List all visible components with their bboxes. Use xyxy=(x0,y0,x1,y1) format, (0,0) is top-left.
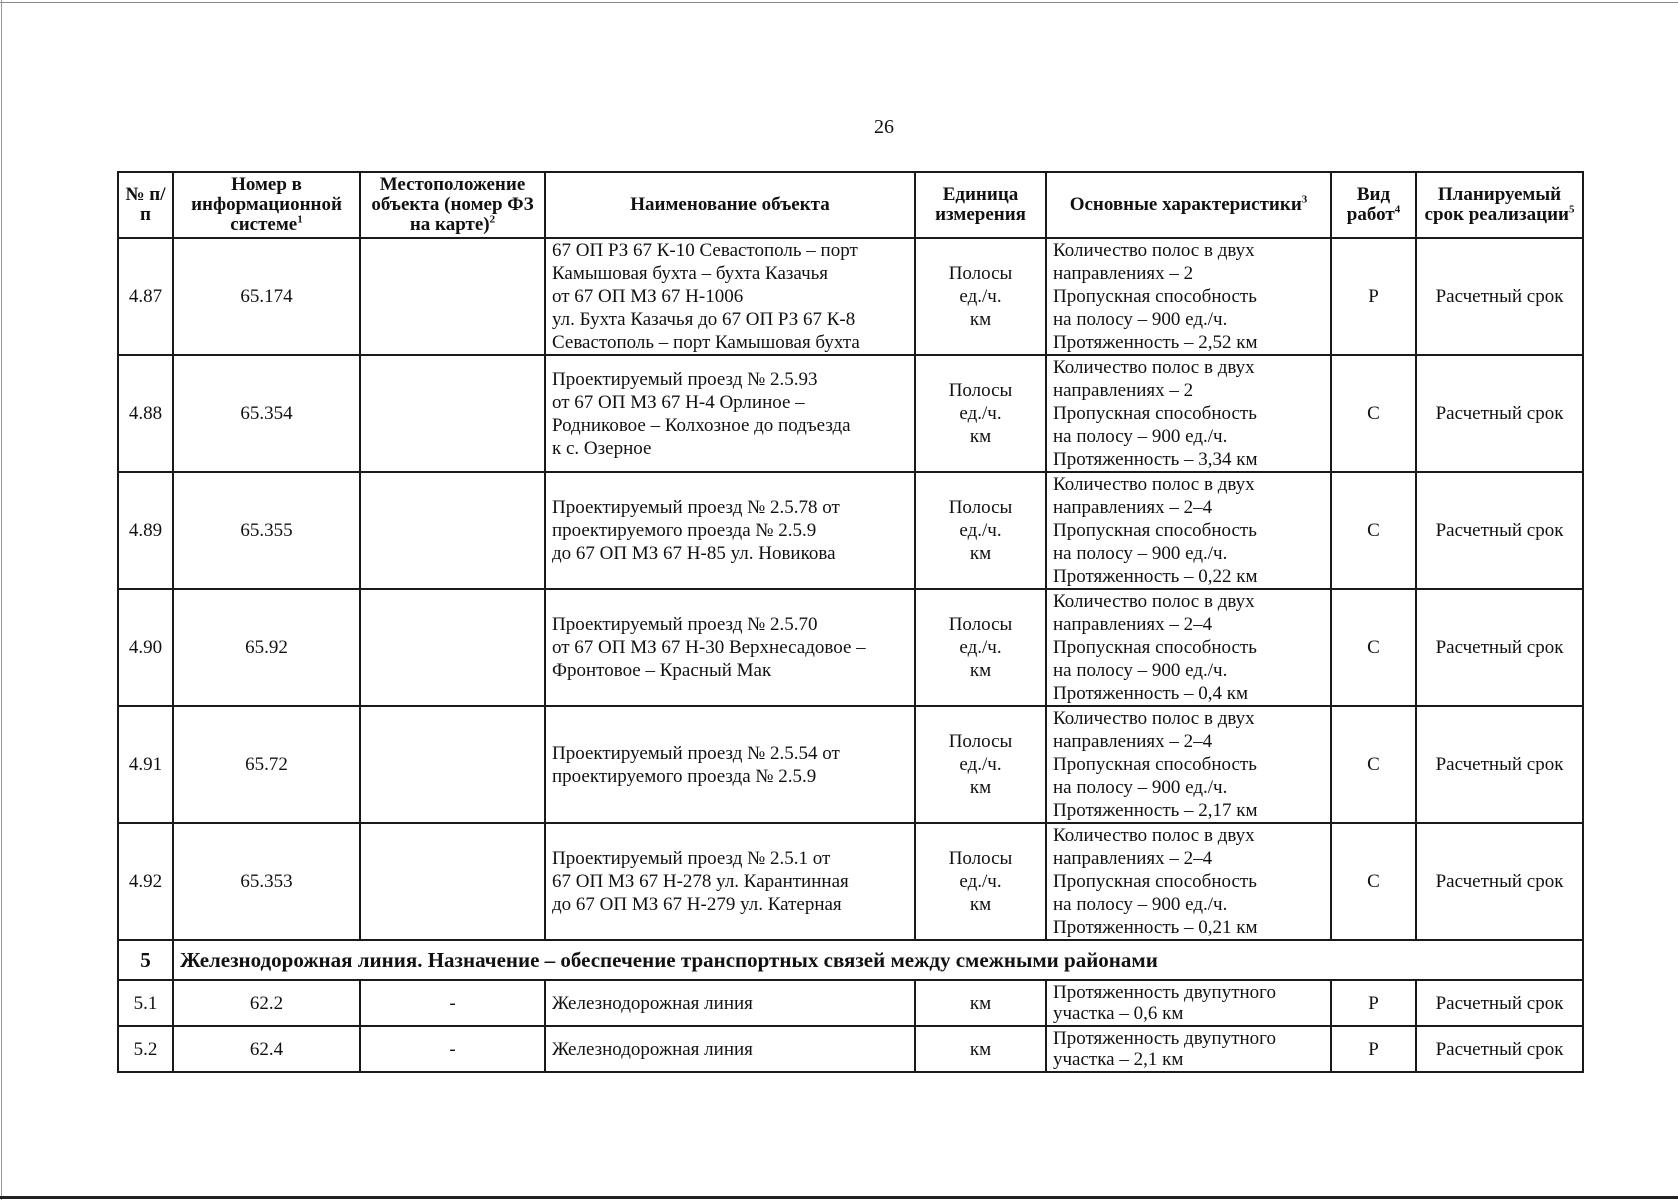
cell-location xyxy=(360,238,545,355)
cell-system-number: 65.72 xyxy=(173,706,360,823)
table-row xyxy=(118,1026,1583,1072)
cell-location: - xyxy=(360,1026,545,1072)
cell-num: 4.92 xyxy=(118,823,173,940)
cell-object-name: Проектируемый проезд № 2.5.78 от проектируемого проезда № 2.5.9 до 67 ОП МЗ 67 Н-85 ул. Новикова xyxy=(545,472,915,589)
cell-work-type: С xyxy=(1331,355,1416,472)
cell-characteristics: Протяженность двупутного участка – 2,1 км xyxy=(1046,1026,1331,1072)
header-location: Местоположение объекта (номер ФЗ на карте)$^2$ xyxy=(360,172,545,238)
cell-work-type: С xyxy=(1331,589,1416,706)
header-num: № п/п xyxy=(118,172,173,238)
header-unit: Единица измерения xyxy=(915,172,1046,238)
cell-num: 4.89 xyxy=(118,472,173,589)
cell-characteristics: Количество полос в двух направлениях – 2–4 Пропускная способность на полосу – 900 ед./ч. Протяженность – 2,17 км xyxy=(1046,706,1331,823)
cell-characteristics: Количество полос в двух направлениях – 2–4 Пропускная способность на полосу – 900 ед./ч. Протяженность – 0,21 км xyxy=(1046,823,1331,940)
table-row xyxy=(118,706,1583,823)
cell-object-name: Проектируемый проезд № 2.5.70 от 67 ОП МЗ 67 Н-30 Верхнесадовое – Фронтовое – Красный Мак xyxy=(545,589,915,706)
cell-characteristics: Количество полос в двух направлениях – 2–4 Пропускная способность на полосу – 900 ед./ч. Протяженность – 0,4 км xyxy=(1046,589,1331,706)
cell-num: 4.87 xyxy=(118,238,173,355)
cell-system-number: 62.2 xyxy=(173,980,360,1026)
cell-term: Расчетный срок xyxy=(1416,823,1583,940)
cell-unit: км xyxy=(915,980,1046,1026)
cell-characteristics: Протяженность двупутного участка – 0,6 км xyxy=(1046,980,1331,1026)
page-number: 26 xyxy=(874,116,894,138)
header-characteristics: Основные характеристики$^3$ xyxy=(1046,172,1331,238)
section-num: 5 xyxy=(118,940,173,980)
cell-term: Расчетный срок xyxy=(1416,1026,1583,1072)
scan-edge-bottom xyxy=(0,1196,1678,1199)
cell-object-name: Железнодорожная линия xyxy=(545,980,915,1026)
cell-term: Расчетный срок xyxy=(1416,706,1583,823)
table-row xyxy=(118,980,1583,1026)
table-header-row xyxy=(118,172,1583,238)
cell-system-number: 65.354 xyxy=(173,355,360,472)
header-object-name: Наименование объекта xyxy=(545,172,915,238)
table-row xyxy=(118,823,1583,940)
cell-unit: Полосы ед./ч. км xyxy=(915,823,1046,940)
cell-location xyxy=(360,355,545,472)
scan-edge-top xyxy=(0,2,1678,3)
cell-object-name: 67 ОП РЗ 67 К-10 Севастополь – порт Камышовая бухта – бухта Казачья от 67 ОП МЗ 67 Н-1006 ул. Бухта Казачья до 67 ОП РЗ 67 К-8 Севастополь – порт Камышовая бухта xyxy=(545,238,915,355)
cell-unit: Полосы ед./ч. км xyxy=(915,706,1046,823)
cell-unit: Полосы ед./ч. км xyxy=(915,238,1046,355)
table-row xyxy=(118,355,1583,472)
cell-unit: км xyxy=(915,1026,1046,1072)
cell-object-name: Проектируемый проезд № 2.5.1 от 67 ОП МЗ 67 Н-278 ул. Карантинная до 67 ОП МЗ 67 Н-279 ул. Катерная xyxy=(545,823,915,940)
cell-characteristics: Количество полос в двух направлениях – 2–4 Пропускная способность на полосу – 900 ед./ч. Протяженность – 0,22 км xyxy=(1046,472,1331,589)
cell-unit: Полосы ед./ч. км xyxy=(915,355,1046,472)
cell-object-name: Железнодорожная линия xyxy=(545,1026,915,1072)
cell-num: 5.2 xyxy=(118,1026,173,1072)
cell-work-type: С xyxy=(1331,472,1416,589)
scan-edge-left xyxy=(1,0,2,1200)
cell-num: 4.91 xyxy=(118,706,173,823)
cell-work-type: Р xyxy=(1331,980,1416,1026)
cell-num: 5.1 xyxy=(118,980,173,1026)
cell-location xyxy=(360,589,545,706)
cell-unit: Полосы ед./ч. км xyxy=(915,472,1046,589)
cell-object-name: Проектируемый проезд № 2.5.54 от проектируемого проезда № 2.5.9 xyxy=(545,706,915,823)
table-row xyxy=(118,589,1583,706)
section-row xyxy=(118,940,1583,980)
cell-object-name: Проектируемый проезд № 2.5.93 от 67 ОП МЗ 67 Н-4 Орлиное – Родниковое – Колхозное до подъезда к с. Озерное xyxy=(545,355,915,472)
header-system-number: Номер в информационной системе$^1$ xyxy=(173,172,360,238)
cell-term: Расчетный срок xyxy=(1416,355,1583,472)
cell-system-number: 65.353 xyxy=(173,823,360,940)
cell-work-type: Р xyxy=(1331,238,1416,355)
cell-location xyxy=(360,823,545,940)
cell-system-number: 65.355 xyxy=(173,472,360,589)
cell-work-type: С xyxy=(1331,706,1416,823)
cell-term: Расчетный срок xyxy=(1416,238,1583,355)
cell-location: - xyxy=(360,980,545,1026)
header-work-type: Вид работ$^4$ xyxy=(1331,172,1416,238)
section-title: Железнодорожная линия. Назначение – обеспечение транспортных связей между смежными районами xyxy=(173,940,1583,980)
cell-location xyxy=(360,706,545,823)
cell-system-number: 65.174 xyxy=(173,238,360,355)
cell-system-number: 65.92 xyxy=(173,589,360,706)
header-term: Планируемый срок реализации$^5$ xyxy=(1416,172,1583,238)
cell-term: Расчетный срок xyxy=(1416,980,1583,1026)
table-row xyxy=(118,238,1583,355)
cell-unit: Полосы ед./ч. км xyxy=(915,589,1046,706)
cell-characteristics: Количество полос в двух направлениях – 2 Пропускная способность на полосу – 900 ед./ч. Протяженность – 3,34 км xyxy=(1046,355,1331,472)
cell-num: 4.88 xyxy=(118,355,173,472)
cell-term: Расчетный срок xyxy=(1416,589,1583,706)
cell-term: Расчетный срок xyxy=(1416,472,1583,589)
cell-work-type: С xyxy=(1331,823,1416,940)
cell-system-number: 62.4 xyxy=(173,1026,360,1072)
cell-location xyxy=(360,472,545,589)
objects-table xyxy=(117,171,1584,1073)
table-row xyxy=(118,472,1583,589)
cell-work-type: Р xyxy=(1331,1026,1416,1072)
cell-characteristics: Количество полос в двух направлениях – 2 Пропускная способность на полосу – 900 ед./ч. Протяженность – 2,52 км xyxy=(1046,238,1331,355)
cell-num: 4.90 xyxy=(118,589,173,706)
